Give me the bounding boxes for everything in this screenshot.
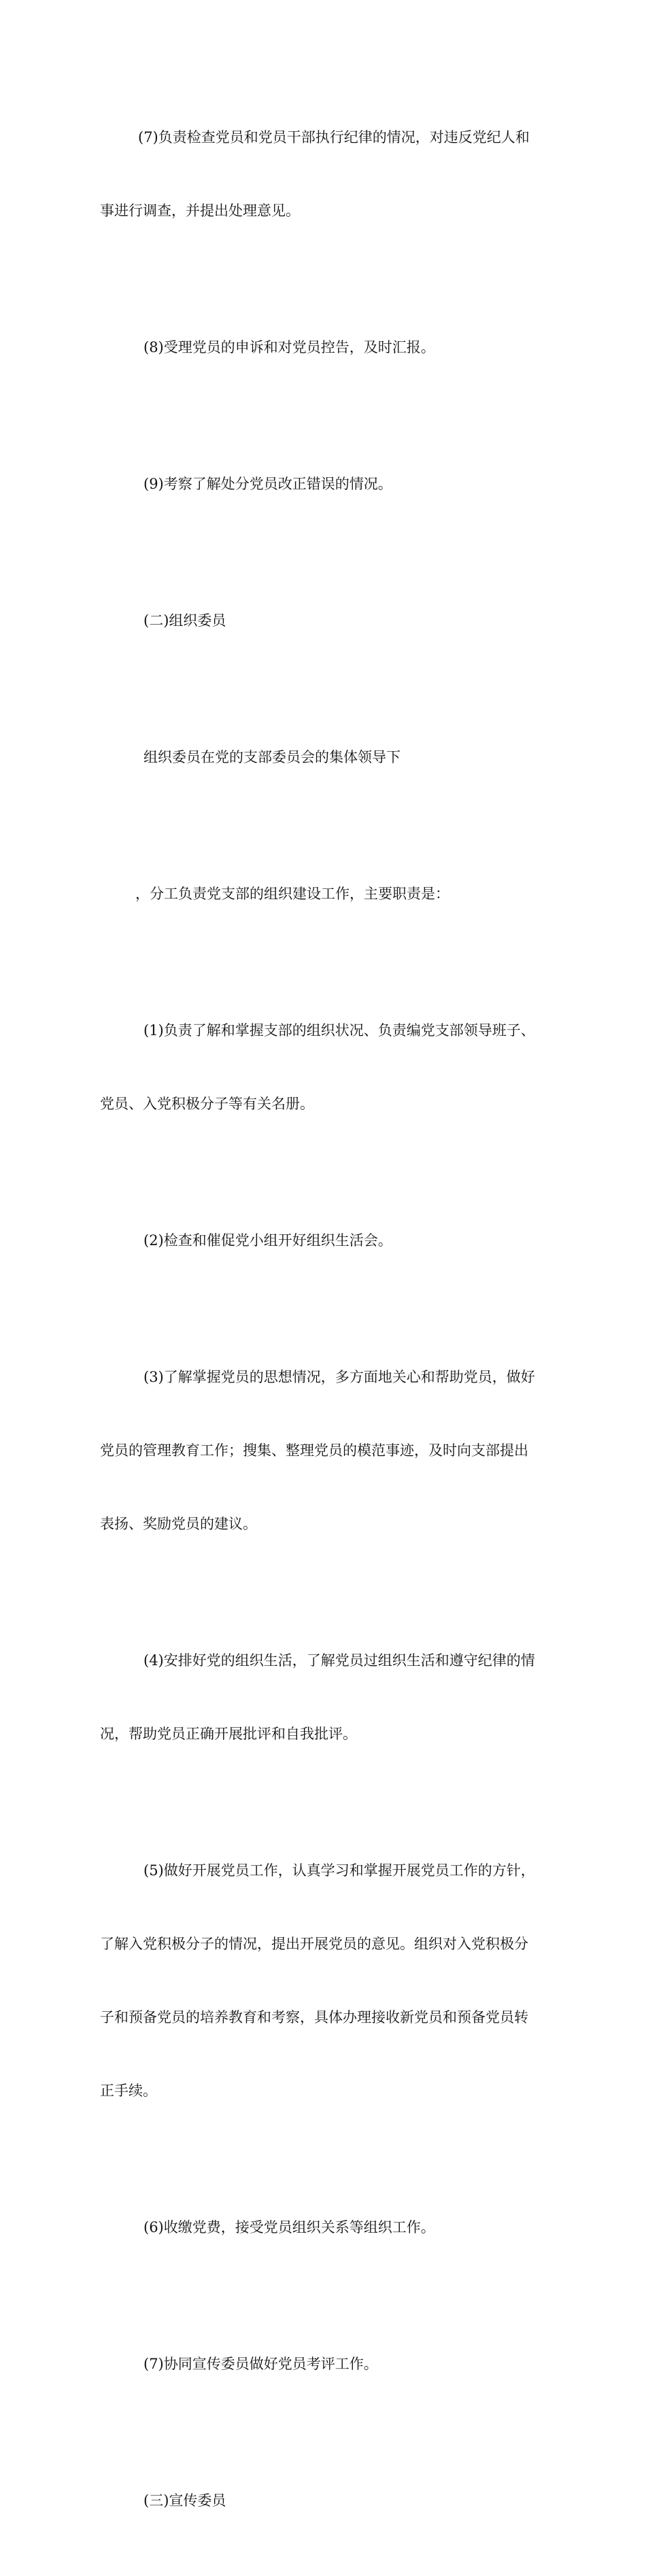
text-line: 表扬、奖励党员的建议。 [100, 1516, 257, 1532]
text-line: (4)安排好党的组织生活，了解党员过组织生活和遵守纪律的情 [143, 1652, 535, 1669]
text-line: (3)了解掌握党员的思想情况，多方面地关心和帮助党员，做好 [143, 1369, 535, 1385]
text-line: (2)检查和催促党小组开好组织生活会。 [143, 1232, 392, 1249]
text-line: 党员的管理教育工作；搜集、整理党员的模范事迹，及时向支部提出 [100, 1442, 528, 1459]
document-body [100, 76, 552, 2576]
paragraph [100, 1809, 552, 2152]
paragraph [100, 1316, 552, 1585]
text-line: 子和预备党员的培养教育和考察，具体办理接收新党员和预备党员转 [100, 2009, 528, 2025]
text-line: (9)考察了解处分党员改正错误的情况。 [143, 476, 392, 492]
paragraph [100, 423, 552, 545]
paragraph [100, 76, 552, 272]
paragraph [100, 2166, 552, 2288]
paragraph [100, 1179, 552, 1302]
text-line: (三)宣传委员 [143, 2492, 226, 2509]
text-line: (8)受理党员的申诉和对党员控告，及时汇报。 [143, 339, 435, 355]
paragraph [100, 2303, 552, 2425]
text-line: 了解入党积极分子的情况，提出开展党员的意见。组织对入党积极分 [100, 1936, 528, 1952]
paragraph [100, 833, 552, 955]
text-line: 组织委员在党的支部委员会的集体领导下 [143, 749, 401, 765]
text-line: ，分工负责党支部的组织建设工作，主要职责是： [135, 886, 449, 902]
paragraph [100, 696, 552, 818]
text-line: 正手续。 [100, 2083, 157, 2099]
paragraph [100, 1599, 552, 1795]
section-heading [100, 2439, 552, 2562]
paragraph [100, 286, 552, 408]
text-line: (6)收缴党费，接受党员组织关系等组织工作。 [143, 2219, 435, 2235]
text-line: (二)组织委员 [143, 612, 226, 629]
text-line: 况，帮助党员正确开展批评和自我批评。 [100, 1726, 357, 1742]
text-line: (7)负责检查党员和党员干部执行纪律的情况，对违反党纪人和 [138, 129, 530, 145]
text-line: 事进行调查，并提出处理意见。 [100, 203, 300, 219]
text-line: 党员、入党积极分子等有关名册。 [100, 1096, 314, 1112]
text-line: (5)做好开展党员工作，认真学习和掌握开展党员工作的方针， [143, 1862, 535, 1879]
text-line: (1)负责了解和掌握支部的组织状况、负责编党支部领导班子、 [143, 1022, 535, 1039]
section-heading [100, 559, 552, 682]
paragraph [100, 969, 552, 1165]
text-line: (7)协同宣传委员做好党员考评工作。 [143, 2356, 378, 2372]
